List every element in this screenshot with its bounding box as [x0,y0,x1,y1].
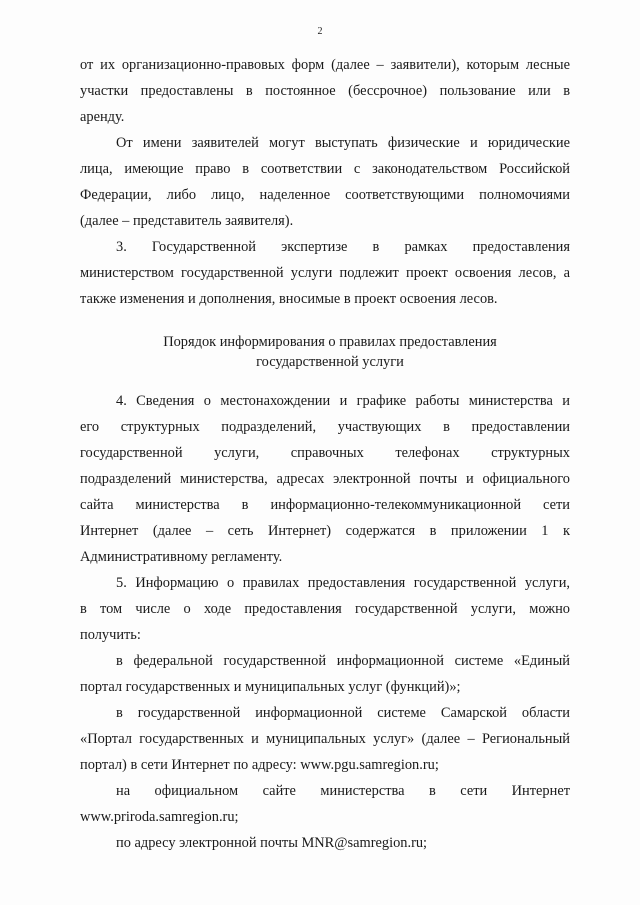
paragraph-p8 [80,778,570,830]
bottom-paragraphs [80,388,570,856]
text-line: 3. Государственной экспертизе в рамках предоставления [116,239,570,255]
paragraph-p9 [80,830,570,856]
text-line: подразделений министерства, адресах электронной почты и официального [80,471,570,487]
text-line: в федеральной государственной информационной системе «Единый [116,653,570,669]
text-line: его структурных подразделений, участвующих в предоставлении [80,419,570,435]
text-line: государственной услуги, справочных телефонах структурных [80,445,570,461]
text-line: лица, имеющие право в соответствии с законодательством Российской [80,161,570,177]
text-line: портал государственных и муниципальных услуг (функций)»; [80,679,461,695]
paragraph-p5 [80,570,570,648]
section-title-line-1: Порядок информирования о правилах предоставления [163,334,497,350]
section-title-line-2: государственной услуги [256,354,404,370]
paragraph-p7 [80,700,570,778]
text-line: в том числе о ходе предоставления государственной услуги, можно [80,601,570,617]
text-line: 4. Сведения о местонахождении и графике работы министерства и [116,393,570,409]
text-line: Интернет (далее – сеть Интернет) содержатся в приложении 1 к [80,523,570,539]
text-line: аренду. [80,109,125,125]
page-number: 2 [317,26,323,37]
text-line: Административному регламенту. [80,549,283,565]
text-line: участки предоставлены в постоянное (бессрочное) пользование или в [80,83,570,99]
text-line: на официальном сайте министерства в сети Интернет [116,783,570,799]
text-line: министерством государственной услуги подлежит проект освоения лесов, а [80,265,570,281]
text-line: «Портал государственных и муниципальных услуг» (далее – Региональный [80,731,570,747]
paragraph-p4 [80,388,570,570]
text-line: в государственной информационной системе Самарской области [116,705,570,721]
text-line: по адресу электронной почты MNR@samregion.ru; [116,835,428,851]
text-line: Федерации, либо лицо, наделенное соответствующими полномочиями [80,187,570,203]
text-line: От имени заявителей могут выступать физические и юридические [116,135,570,151]
paragraph-p1 [80,52,570,130]
text-line: портал) в сети Интернет по адресу: www.pgu.samregion.ru; [80,757,439,773]
text-line: www.priroda.samregion.ru; [80,809,239,825]
text-line: также изменения и дополнения, вносимые в проект освоения лесов. [80,291,498,307]
text-line: (далее – представитель заявителя). [80,213,294,229]
document-body [80,52,570,856]
text-line: от их организационно-правовых форм (далее – заявители), которым лесные [80,57,570,73]
top-paragraphs [80,52,570,312]
text-line: сайта министерства в информационно-телекоммуникационной сети [80,497,570,513]
text-line: 5. Информацию о правилах предоставления государственной услуги, [116,575,570,591]
paragraph-p6 [80,648,570,700]
paragraph-p2 [80,130,570,234]
paragraph-p3 [80,234,570,312]
text-line: получить: [80,627,141,643]
section-title [80,332,570,372]
